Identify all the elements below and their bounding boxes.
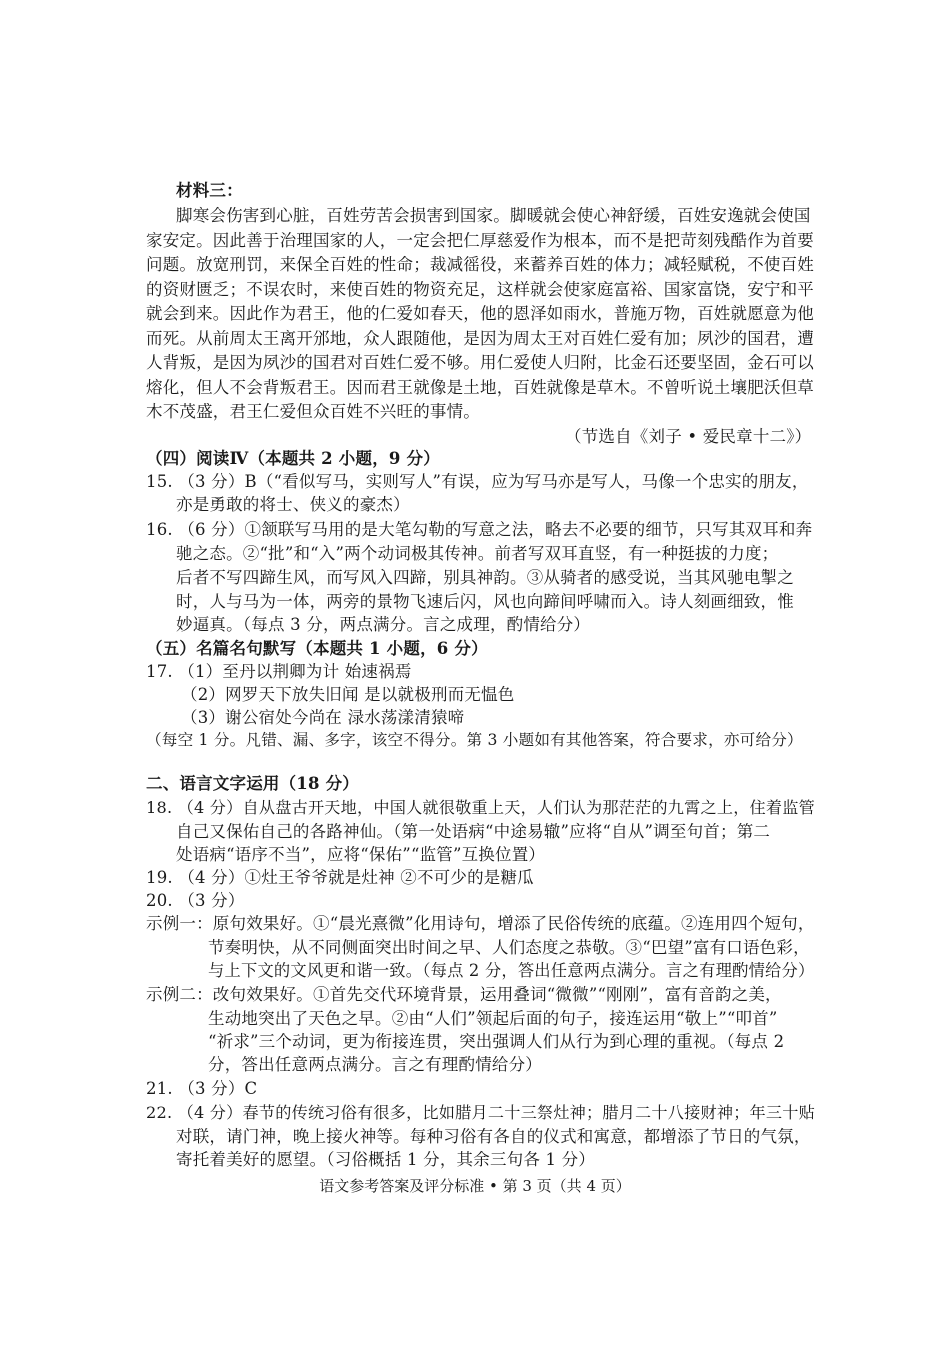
material-source: （节选自《刘子 • 爱民章十二》） (565, 427, 812, 446)
material-line: 的资财匮乏；不误农时，来使百姓的物资充足，这样就会使家庭富裕、国家富饶，安宁和平 (146, 280, 814, 299)
answer-line: 与上下文的文风更和谐一致。（每点 2 分，答出任意两点满分。言之有理酌情给分） (208, 961, 815, 980)
scoring-note: （每空 1 分。凡错、漏、多字，该空不得分。第 3 小题如有其他答案，符合要求，亦可给分） (146, 731, 803, 749)
answer-line: （3）谢公宿处今尚在 渌水荡漾清猿啼 (181, 708, 465, 727)
answer-line: 19. （4 分）①灶王爷爷就是灶神 ②不可少的是糖瓜 (146, 868, 534, 887)
answer-line: （2）网罗天下放失旧闻 是以就极刑而无愠色 (181, 685, 515, 704)
answer-line: 驰之态。②“批”和“入”两个动词极其传神。前者写双耳直竖，有一种挺拔的力度； (176, 544, 779, 563)
answer-line: 18. （4 分）自从盘古开天地，中国人就很敬重上天，人们认为那茫茫的九霄之上，住着监管 (146, 798, 815, 817)
answer-line: 时，人与马为一体，两旁的景物飞速后闪，风也向蹄间呼啸而入。诗人刻画细致，惟 (176, 592, 794, 611)
answer-line: 17. （1）至丹以荆卿为计 始速祸焉 (146, 662, 412, 681)
material-line: 人背叛，是因为夙沙的国君对百姓仁爱不够。用仁爱使人归附，比金石还要坚固，金石可以 (146, 353, 814, 372)
material-line: 脚寒会伤害到心脏，百姓劳苦会损害到国家。脚暖就会使心神舒缓，百姓安逸就会使国 (176, 206, 811, 225)
answer-line: 16. （6 分）①颔联写马用的是大笔勾勒的写意之法，略去不必要的细节，只写其双耳和奔 (146, 520, 813, 539)
answer-line: 示例二：改句效果好。①首先交代环境背景，运用叠词“微微”“刚刚”，富有音韵之美， (146, 985, 782, 1004)
page-footer: 语文参考答案及评分标准 • 第 3 页（共 4 页） (319, 1177, 631, 1195)
answer-line: 亦是勇敢的将士、侠义的豪杰） (176, 495, 410, 514)
answer-line: 分，答出任意两点满分。言之有理酌情给分） (208, 1055, 542, 1074)
section-heading: （五）名篇名句默写（本题共 1 小题，6 分） (146, 639, 488, 658)
answer-line: 节奏明快，从不同侧面突出时间之早、人们态度之恭敬。③“巴望”富有口语色彩， (208, 938, 810, 957)
material-line: 木不茂盛，君王仁爱但众百姓不兴旺的事情。 (146, 402, 480, 421)
part-heading: 二、语言文字运用（18 分） (146, 774, 360, 793)
section-heading: （四）阅读Ⅳ（本题共 2 小题，9 分） (146, 449, 440, 468)
material-line: 问题。放宽刑罚，来保全百姓的性命；裁减徭役，来蓄养百姓的体力；减轻赋税，不使百姓 (146, 255, 814, 274)
material-line: 就会到来。因此作为君王，他的仁爱如春天，他的恩泽如雨水，普施万物，百姓就愿意为他 (146, 304, 814, 323)
answer-line: 对联，请门神，晚上接火神等。每种习俗有各自的仪式和寓意，都增添了节日的气氛， (176, 1127, 811, 1146)
answer-line: 后者不写四蹄生风，而写风入四蹄，别具神韵。③从骑者的感受说，当其风驰电掣之 (176, 568, 794, 587)
answer-line: 15. （3 分）B（“看似写马，实则写人”有误，应为写马亦是写人，马像一个忠实的朋友， (146, 472, 809, 491)
answer-line: 生动地突出了天色之早。②由“人们”领起后面的句子，接连运用“敬上”“叩首” (208, 1009, 778, 1028)
answer-line: 自己又保佑自己的各路神仙。（第一处语病“中途易辙”应将“自从”调至句首；第二 (176, 822, 771, 841)
answer-line: 22. （4 分）春节的传统习俗有很多，比如腊月二十三祭灶神；腊月二十八接财神；年三十贴 (146, 1103, 815, 1122)
answer-line: 20. （3 分） (146, 891, 245, 910)
answer-line: 21. （3 分）C (146, 1079, 258, 1098)
answer-line: 寄托着美好的愿望。（习俗概括 1 分，其余三句各 1 分） (176, 1150, 596, 1169)
material-line: 家安定。因此善于治理国家的人，一定会把仁厚慈爱作为根本，而不是把苛刻残酷作为首要 (146, 231, 814, 250)
material-line: 而死。从前周太王离开邠地，众人跟随他，是因为周太王对百姓仁爱有加；夙沙的国君，遭 (146, 329, 814, 348)
answer-line: 妙逼真。（每点 3 分，两点满分。言之成理，酌情给分） (176, 615, 591, 634)
answer-line: “祈求”三个动词，更为衔接连贯，突出强调人们从行为到心理的重视。（每点 2 (208, 1032, 785, 1051)
material-title: 材料三： (176, 181, 243, 200)
answer-line: 处语病“语序不当”，应将“保佑”“监管”互换位置） (176, 845, 546, 864)
answer-line: 示例一：原句效果好。①“晨光熹微”化用诗句，增添了民俗传统的底蕴。②连用四个短句， (146, 914, 815, 933)
material-line: 熔化，但人不会背叛君王。因而君王就像是土地，百姓就像是草木。不曾听说土壤肥沃但草 (146, 378, 814, 397)
